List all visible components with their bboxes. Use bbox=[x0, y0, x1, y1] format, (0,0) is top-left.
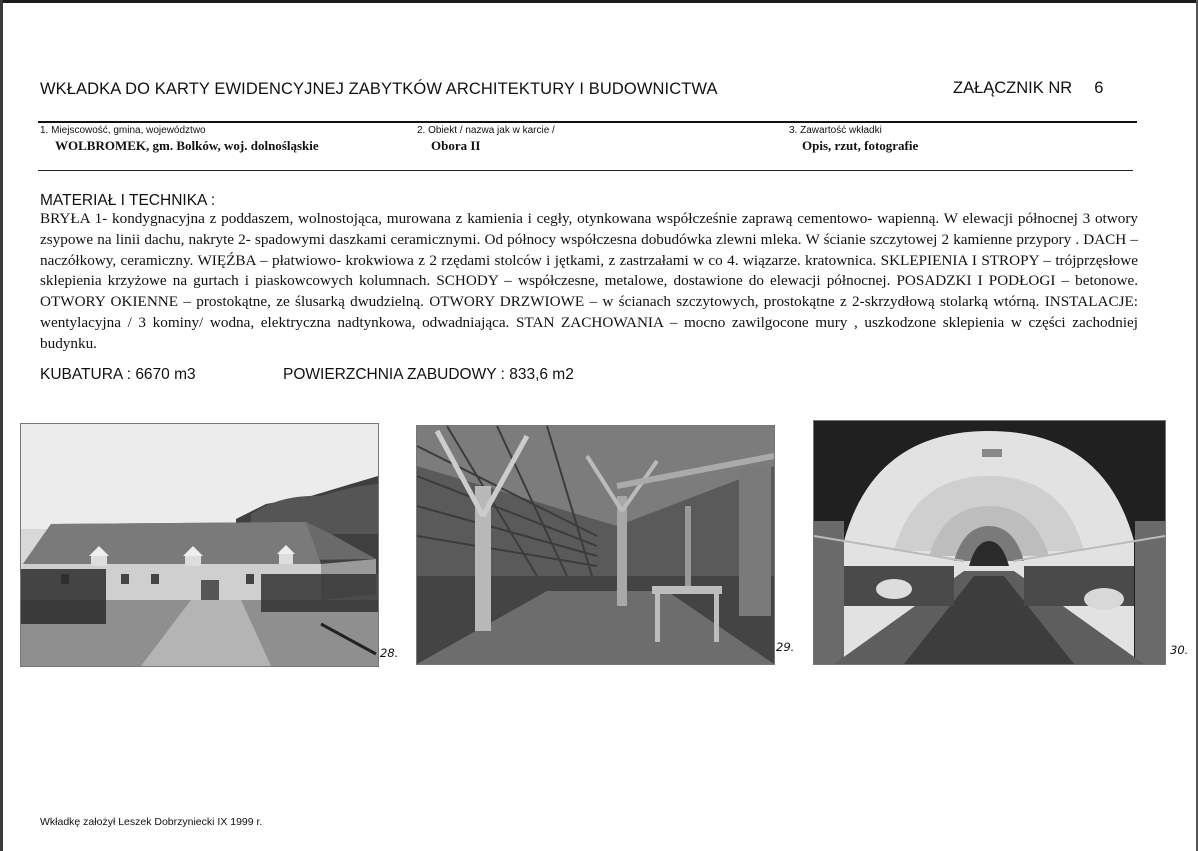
field-object-label: 2. Obiekt / nazwa jak w karcie / bbox=[417, 125, 555, 136]
photo-roof-truss bbox=[416, 425, 775, 665]
photo-vaulted-interior bbox=[813, 420, 1166, 665]
section-heading: MATERIAŁ I TECHNIKA : bbox=[40, 192, 216, 209]
field-contents bbox=[789, 125, 918, 154]
scan-edge-top bbox=[0, 0, 1198, 3]
annex-number: 6 bbox=[1094, 79, 1104, 97]
photo-exterior bbox=[20, 423, 379, 667]
field-location-label: 1. Miejscowość, gmina, województwo bbox=[40, 125, 206, 136]
photo-number-30: 30. bbox=[1170, 643, 1189, 657]
photo-number-28: 28. bbox=[380, 646, 399, 660]
photo-number-29: 29. bbox=[776, 640, 795, 654]
footer-author-note: Wkładkę założył Leszek Dobrzyniecki IX 1999 r. bbox=[40, 816, 263, 828]
field-location bbox=[40, 125, 319, 154]
field-contents-value: Opis, rzut, fotografie bbox=[802, 138, 919, 153]
field-object bbox=[417, 125, 555, 154]
document-title: WKŁADKA DO KARTY EWIDENCYJNEJ ZABYTKÓW ARCHITEKTURY I BUDOWNICTWA bbox=[40, 80, 718, 98]
fields-rule bbox=[38, 170, 1133, 171]
area-metric: POWIERZCHNIA ZABUDOWY : 833,6 m2 bbox=[283, 366, 574, 383]
field-object-value: Obora II bbox=[431, 138, 481, 153]
header-rule bbox=[38, 121, 1137, 123]
field-contents-label: 3. Zawartość wkładki bbox=[789, 125, 882, 136]
field-location-value: WOLBROMEK, gm. Bolków, woj. dolnośląskie bbox=[55, 138, 319, 153]
volume-metric: KUBATURA : 6670 m3 bbox=[40, 366, 196, 383]
description-paragraph: BRYŁA 1- kondygnacyjna z poddaszem, wolnostojąca, murowana z kamienia i cegły, otynkowana współcześnie zaprawą cementowo- wapienną. W elewacji północnej 3 otwory zsypowe na linii dachu, nakryte 2- spadowymi daszkami ceramicznymi. Od północy współczesna dobudówka zlewni mleka. W ścianie szczytowej 2 kamienne przypory . DACH – naczółkowy, ceramiczny. WIĘŹBA – płatwiowo- krokwiowa z 2 rzędami stolców i jętkami, z zastrzałami w co 4. wiązarze. kratownica. SKLEPIENIA I STROPY – trójprzęsłowe sklepienia krzyżowe na gurtach i piaskowcowych kolumnach. SCHODY – współczesne, metalowe, dostawione do elewacji północnej. POSADZKI I PODŁOGI – betonowe. OTWORY OKIENNE – prostokątne, ze ślusarką dwudzielną. OTWORY DRZWIOWE – w ścianach szczytowych, prostokątne z 2-skrzydłową stolarką wtórną. INSTALACJE: wentylacyjna / 3 kominy/ wodna, elektryczna nadtynkowa, odwadniająca. STAN ZACHOWANIA – mocno zawilgocone mury , uszkodzone sklepienia w części zachodniej budynku. bbox=[40, 210, 1138, 352]
annex-label-text: ZAŁĄCZNIK NR bbox=[953, 79, 1073, 97]
annex-label bbox=[953, 79, 1103, 98]
scan-edge-left bbox=[0, 0, 3, 851]
